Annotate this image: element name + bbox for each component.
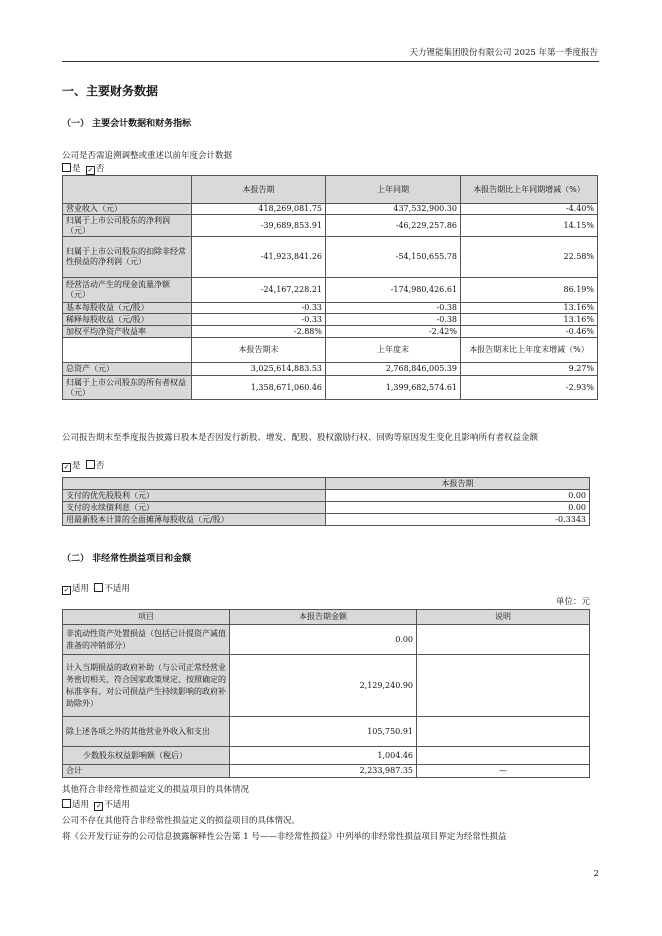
cell-note: [417, 747, 590, 765]
cell-value: 437,532,900.30: [326, 204, 461, 215]
cell-value: 13.16%: [461, 303, 598, 314]
row-label: 经营活动产生的现金流量净额（元）: [63, 278, 192, 303]
row-label: 基本每股收益（元/股）: [63, 303, 192, 314]
cell-value: 86.19%: [461, 278, 598, 303]
col-header: 上年度末: [326, 338, 461, 363]
cell-value: -174,980,426.61: [326, 278, 461, 303]
row-label: 稀释每股收益（元/股）: [63, 314, 192, 326]
applicable-label: 适用: [72, 584, 90, 594]
cell-value: -0.38: [326, 303, 461, 314]
row-label: 合计: [63, 765, 230, 778]
cell-note: —: [417, 765, 590, 778]
row-label: 归属于上市公司股东的净利润（元）: [63, 215, 192, 237]
other-note: 其他符合非经常性损益定义的损益项目的具体情况: [62, 785, 250, 795]
eps-table: [62, 477, 590, 526]
cell-value: 0.00: [326, 490, 590, 502]
checkbox-icon: [62, 799, 71, 808]
cell-value: 1,399,682,574.61: [326, 376, 461, 400]
col-header: 本报告期末: [192, 338, 326, 363]
other-options: [62, 798, 130, 811]
restate-options: [62, 162, 104, 175]
page-number: 2: [593, 869, 599, 879]
table-corner: [63, 338, 192, 363]
key-financial-table: [62, 175, 598, 400]
share-options: [62, 459, 104, 472]
cell-value: -0.3343: [326, 514, 590, 526]
cell-note: [417, 625, 590, 655]
col-header: 本报告期金额: [230, 610, 417, 625]
unit-label: 单位：元: [555, 597, 590, 607]
checkbox-icon: [62, 163, 71, 172]
row-label: 归属于上市公司股东的扣除非经常性损益的净利润（元）: [63, 237, 192, 278]
cell-value: -24,167,228.21: [192, 278, 326, 303]
row-label: 加权平均净资产收益率: [63, 326, 192, 338]
cell-value: -0.33: [192, 314, 326, 326]
other-text: 公司不存在其他符合非经常性损益定义的损益项目的具体情况。: [62, 816, 301, 826]
cell-value: -0.33: [192, 303, 326, 314]
share-no-label: 否: [95, 461, 105, 471]
cell-value: 13.16%: [461, 314, 598, 326]
other-applicable-label: 适用: [72, 800, 90, 810]
restate-no-label: 否: [95, 164, 105, 174]
cell-value: -0.46%: [461, 326, 598, 338]
header-title: 天力锂能集团股份有限公司 2025 年第一季度报告: [409, 48, 598, 58]
cell-note: [417, 655, 590, 717]
checkbox-icon: [86, 460, 95, 469]
row-label: 用最新股本计算的全面摊薄每股收益（元/股）: [63, 514, 326, 526]
col-header: 本报告期: [192, 176, 326, 204]
not-applicable-label: 不适用: [104, 584, 130, 594]
cell-value: 14.15%: [461, 215, 598, 237]
row-label: 总资产（元）: [63, 363, 192, 376]
table-corner: [63, 176, 192, 204]
cell-value: 2,768,846,005.39: [326, 363, 461, 376]
checkbox-checked-icon: ✓: [95, 802, 102, 810]
cell-value: -41,923,841.26: [192, 237, 326, 278]
restate-question: 公司是否需追溯调整或重述以前年度会计数据: [62, 151, 233, 161]
cell-value: 418,269,081.75: [192, 204, 326, 215]
cell-value: -0.38: [326, 314, 461, 326]
row-label: 少数股东权益影响额（税后）: [63, 747, 230, 765]
share-yes-label: 是: [72, 461, 81, 471]
cell-note: [417, 717, 590, 747]
cell-value: -2.42%: [326, 326, 461, 338]
restate-yes-label: 是: [72, 164, 81, 174]
subsection-1-title: （一） 主要会计数据和财务指标: [62, 119, 192, 129]
cell-value: 105,750.91: [230, 717, 417, 747]
row-label: 非流动性资产处置损益（包括已计提资产减值准备的冲销部分）: [63, 625, 230, 655]
cell-value: 2,233,987.35: [230, 765, 417, 778]
cell-value: -2.93%: [461, 376, 598, 400]
header-divider: [62, 61, 599, 62]
checkbox-icon: [94, 583, 103, 592]
other-not-applicable-label: 不适用: [104, 800, 130, 810]
cell-value: -39,689,853.91: [192, 215, 326, 237]
row-label: 除上述各项之外的其他营业外收入和支出: [63, 717, 230, 747]
cell-value: 0.00: [230, 625, 417, 655]
col-header: 本报告期末比上年度末增减（%）: [461, 338, 598, 363]
col-header: 项目: [63, 610, 230, 625]
checkbox-checked-icon: ✓: [63, 586, 70, 594]
cell-value: 22.58%: [461, 237, 598, 278]
non-recurring-table: [62, 609, 590, 778]
col-header: 本报告期: [326, 478, 590, 490]
cell-value: 0.00: [326, 502, 590, 514]
cell-value: 9.27%: [461, 363, 598, 376]
checkbox-checked-icon: ✓: [87, 166, 94, 174]
cell-value: -4.40%: [461, 204, 598, 215]
last-text: 将《公开发行证券的公司信息披露解释性公告第 1 号——非经常性损益》中列举的非经常性损益项目界定为经常性损益: [62, 832, 507, 842]
share-question: 公司报告期末至季度报告披露日股本是否因发行新股、增发、配股、股权激励行权、回购等原因发生变化且影响所有者权益金额: [62, 433, 539, 443]
row-label: 计入当期损益的政府补助（与公司正常经营业务密切相关、符合国家政策规定、按照确定的标准享有、对公司损益产生持续影响的政府补助除外）: [63, 655, 230, 717]
section-title: 一、主要财务数据: [62, 84, 159, 98]
cell-value: 2,129,240.90: [230, 655, 417, 717]
table-corner: [63, 478, 326, 490]
cell-value: -46,229,257.86: [326, 215, 461, 237]
row-label: 支付的优先股股利（元）: [63, 490, 326, 502]
checkbox-checked-icon: ✓: [63, 463, 70, 471]
col-header: 说明: [417, 610, 590, 625]
cell-value: 1,358,671,060.46: [192, 376, 326, 400]
cell-value: -2.88%: [192, 326, 326, 338]
applicable-options: [62, 582, 130, 595]
col-header: 上年同期: [326, 176, 461, 204]
row-label: 归属于上市公司股东的所有者权益（元）: [63, 376, 192, 400]
subsection-2-title: （二） 非经常性损益项目和金额: [62, 554, 192, 564]
cell-value: -54,150,655.78: [326, 237, 461, 278]
col-header: 本报告期比上年同期增减（%）: [461, 176, 598, 204]
cell-value: 1,004.46: [230, 747, 417, 765]
cell-value: 3,025,614,883.53: [192, 363, 326, 376]
row-label: 营业收入（元）: [63, 204, 192, 215]
row-label: 支付的永续债利息（元）: [63, 502, 326, 514]
